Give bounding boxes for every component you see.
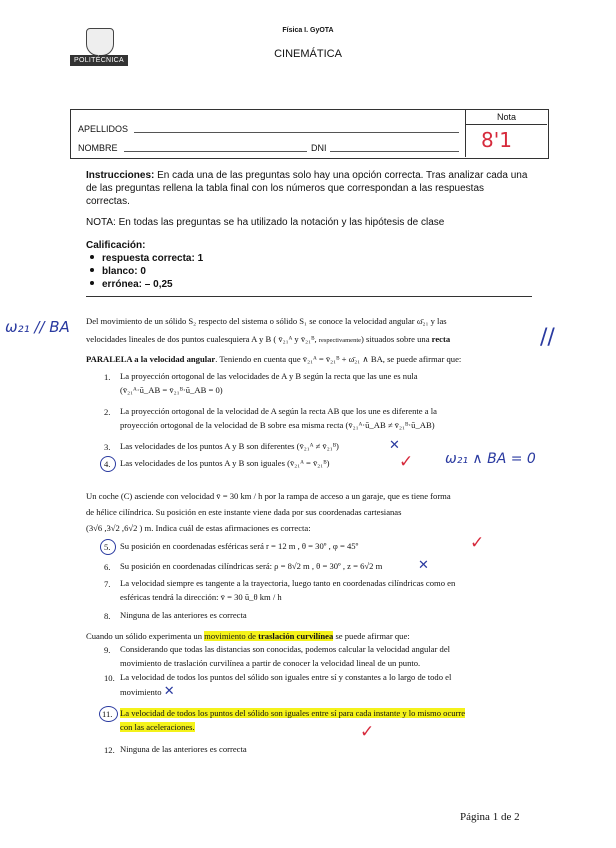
question-intro: (3√6 ,3√2 ,6√2 ) m. Indica cuál de estas afirmaciones es correcta: bbox=[86, 523, 311, 533]
question-intro: PARALELA a la velocidad angular. Teniendo en cuenta que v̄₂₁ᴬ = v̄₂₁ᴮ + ω̄₂₁ ∧ BA, se puede afirmar que: bbox=[86, 354, 462, 364]
option-number: 1. bbox=[104, 372, 111, 382]
option-number: 4. bbox=[104, 459, 111, 469]
dni-label: DNI bbox=[311, 143, 327, 153]
divider bbox=[466, 124, 547, 125]
option-text[interactable]: La proyección ortogonal de la velocidad de A según la recta AB que los une es diferente a la proyección ortogonal de la velocidad de B sobre esa misma recta (v̄₂₁ᴬ·ū_AB ≠ v̄₂₁ᴮ·ū_AB) bbox=[120, 406, 437, 430]
question-intro: Del movimiento de un sólido S₂ respecto del sistema o sólido S₁ se conoce la velocidad angular ω̄₂₁ y las bbox=[86, 316, 447, 326]
dni-field[interactable] bbox=[330, 151, 459, 152]
option-text[interactable]: Su posición en coordenadas cilíndricas será: ρ = 8√2 m , θ = 30º , z = 6√2 m bbox=[120, 561, 383, 571]
page-number: Página 1 de 2 bbox=[460, 811, 520, 823]
check-mark-icon: ✓ bbox=[360, 722, 375, 742]
question-intro: de hélice cilíndrica. Su posición en este instante viene dada por sus coordenadas cartesianas bbox=[86, 507, 402, 517]
option-number: 12. bbox=[104, 745, 115, 755]
question-intro: velocidades lineales de dos puntos cualesquiera A y B ( v̄₂₁ᴬ y v̄₂₁ᴮ, respectivamente) situados sobre una recta bbox=[86, 334, 451, 344]
instructions: Instrucciones: En cada una de las preguntas solo hay una opción correcta. Tras analizar cada una de las preguntas rellena la tabla final con los números que correspondan a las respuestas correctas. bbox=[86, 170, 528, 207]
grading-item: blanco: 0 bbox=[86, 265, 146, 278]
option-text[interactable]: Ninguna de las anteriores es correcta bbox=[120, 610, 247, 620]
cross-mark-icon: ✕ bbox=[418, 557, 429, 572]
grade-value: 8'1 bbox=[481, 128, 512, 152]
instructions-note: NOTA: En todas las preguntas se ha utilizado la notación y las hipótesis de clase bbox=[86, 217, 445, 228]
cross-mark-icon: ✕ bbox=[163, 683, 175, 698]
page-title: CINEMÁTICA bbox=[274, 48, 342, 60]
grading-title: Calificación: bbox=[86, 240, 146, 251]
nombre-label: NOMBRE bbox=[78, 143, 118, 153]
option-text[interactable]: Considerando que todas las distancias son conocidas, podemos calcular la velocidad angular del movimiento de traslación curvilínea a partir de conocer la velocidad lineal de un punto. bbox=[120, 644, 451, 668]
option-text[interactable]: La proyección ortogonal de las velocidades de A y B según la recta que las une es nula (v̄₂₁ᴬ·ū_AB = v̄₂₁ᴮ·ū_AB = 0) bbox=[120, 371, 418, 395]
grading-item: respuesta correcta: 1 bbox=[86, 252, 203, 265]
grading-item: errónea: – 0,25 bbox=[86, 278, 173, 291]
nombre-field[interactable] bbox=[124, 151, 307, 152]
option-number: 5. bbox=[104, 542, 111, 552]
option-number: 10. bbox=[104, 673, 115, 683]
margin-annotation: ω₂₁ // BA bbox=[5, 318, 70, 336]
option-text[interactable]: Su posición en coordenadas esféricas será r = 12 m , θ = 30º , φ = 45º bbox=[120, 541, 359, 551]
option-text[interactable]: La velocidad de todos los puntos del sólido son iguales entre sí y constantes a lo largo de todo el movimiento ✕ bbox=[120, 672, 452, 698]
option-text[interactable]: Ninguna de las anteriores es correcta bbox=[120, 744, 247, 754]
apellidos-field[interactable] bbox=[134, 132, 459, 133]
check-mark-icon: ✓ bbox=[399, 452, 414, 472]
course-name: Física I. GyOTA bbox=[282, 27, 334, 34]
handwritten-equation: ω₂₁ ∧ BA = 0 bbox=[445, 451, 536, 467]
option-number: 8. bbox=[104, 611, 111, 621]
margin-annotation: // bbox=[540, 325, 555, 350]
section-divider bbox=[86, 296, 532, 297]
option-number: 6. bbox=[104, 562, 111, 572]
option-text[interactable]: La velocidad de todos los puntos del sólido son iguales entre sí para cada instante y lo mismo ocurre con las aceleraciones. bbox=[120, 708, 466, 732]
option-text[interactable]: Las velocidades de los puntos A y B son iguales (v̄₂₁ᴬ = v̄₂₁ᴮ) bbox=[120, 458, 330, 468]
option-number: 2. bbox=[104, 407, 111, 417]
apellidos-label: APELLIDOS bbox=[78, 124, 129, 134]
option-number: 7. bbox=[104, 579, 111, 589]
cross-mark-icon: ✕ bbox=[389, 437, 400, 452]
grade-label: Nota bbox=[496, 112, 516, 122]
check-mark-icon: ✓ bbox=[470, 533, 485, 553]
question-intro: Cuando un sólido experimenta un movimiento de traslación curvilínea se puede afirmar que: bbox=[86, 631, 410, 641]
option-text[interactable]: La velocidad siempre es tangente a la trayectoria, luego tanto en coordenadas cilíndricas como en esféricas tendrá la dirección: v̄ = 30 ū_θ km / h bbox=[120, 578, 456, 602]
option-text[interactable]: Las velocidades de los puntos A y B son diferentes (v̄₂₁ᴬ ≠ v̄₂₁ᴮ) bbox=[120, 441, 339, 451]
option-number: 3. bbox=[104, 442, 111, 452]
option-number: 9. bbox=[104, 645, 111, 655]
option-number: 11. bbox=[102, 709, 113, 719]
question-intro: Un coche (C) asciende con velocidad v̄ = 30 km / h por la rampa de acceso a un garaje, que es tiene forma bbox=[86, 491, 451, 501]
logo-label: POLITÉCNICA bbox=[70, 55, 128, 66]
